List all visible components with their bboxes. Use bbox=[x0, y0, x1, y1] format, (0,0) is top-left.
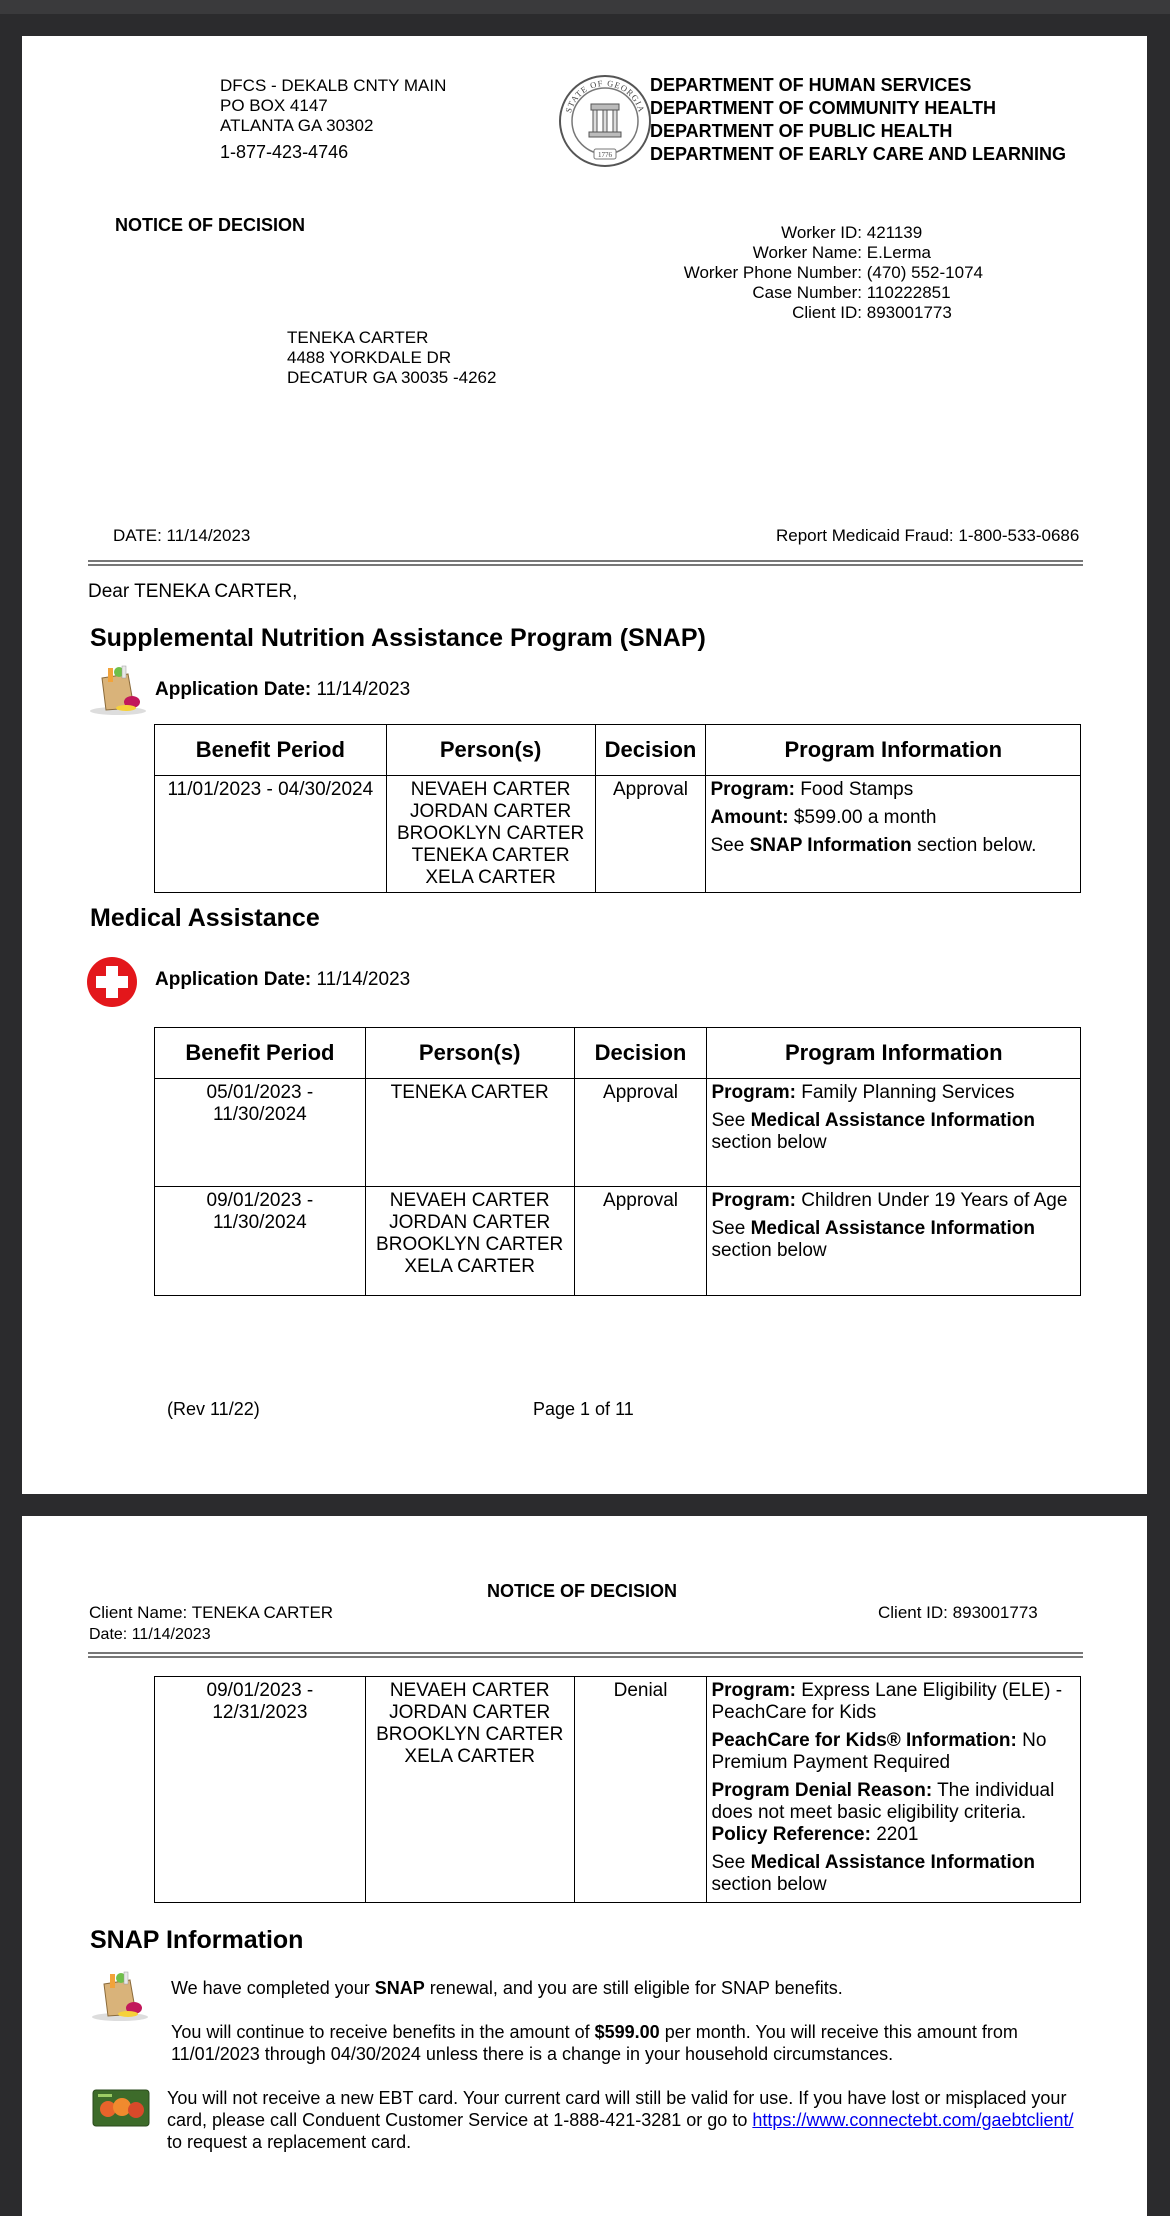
table-row bbox=[155, 776, 1081, 893]
department-human-services: DEPARTMENT OF HUMAN SERVICES bbox=[650, 75, 972, 95]
worker-id-row: Worker ID: 421139 bbox=[781, 223, 923, 242]
table-header-row bbox=[155, 725, 1081, 776]
benefit-period-cell: 11/01/2023 - 04/30/2024 bbox=[155, 776, 387, 893]
departments-block bbox=[650, 74, 1066, 166]
benefit-period-cell: 05/01/2023 - 11/30/2024 bbox=[155, 1079, 366, 1187]
col-persons: Person(s) bbox=[386, 725, 595, 776]
program-info-cell: Program: Food Stamps Amount: $599.00 a month See SNAP Information section below. bbox=[706, 776, 1081, 893]
department-public-health: DEPARTMENT OF PUBLIC HEALTH bbox=[650, 121, 953, 141]
medical-benefit-table bbox=[154, 1027, 1081, 1296]
decision-cell: Denial bbox=[574, 1677, 707, 1903]
snap-amount-paragraph: You will continue to receive benefits in the amount of $599.00 per month. You will receive this amount from 11/01/2023 through 04/30/2024 unless there is a change in your household circumstances. bbox=[171, 2022, 1018, 2064]
persons-cell: NEVAEH CARTER JORDAN CARTER BROOKLYN CARTER XELA CARTER bbox=[365, 1677, 574, 1903]
viewer-top-bar bbox=[0, 0, 1170, 14]
persons-cell: TENEKA CARTER bbox=[365, 1079, 574, 1187]
persons-cell: NEVAEH CARTER JORDAN CARTER BROOKLYN CARTER TENEKA CARTER XELA CARTER bbox=[386, 776, 595, 893]
revision-label: (Rev 11/22) bbox=[167, 1399, 260, 1419]
snap-benefit-table bbox=[154, 724, 1081, 893]
snap-information-heading: SNAP Information bbox=[90, 1926, 304, 1954]
red-cross-icon bbox=[86, 956, 138, 1008]
georgia-seal-icon bbox=[558, 74, 652, 168]
program-info-cell: Program: Family Planning Services See Medical Assistance Information section below bbox=[707, 1079, 1081, 1187]
snap-renewal-paragraph: We have completed your SNAP renewal, and you are still eligible for SNAP benefits. bbox=[171, 1978, 843, 1998]
table-row bbox=[155, 1079, 1081, 1187]
snap-application-date: Application Date: 11/14/2023 bbox=[155, 679, 411, 700]
notice-title: NOTICE OF DECISION bbox=[115, 215, 306, 235]
decision-cell: Approval bbox=[574, 1187, 707, 1296]
medical-application-date: Application Date: 11/14/2023 bbox=[155, 969, 411, 990]
benefit-period-cell: 09/01/2023 - 11/30/2024 bbox=[155, 1187, 366, 1296]
department-early-care: DEPARTMENT OF EARLY CARE AND LEARNING bbox=[650, 144, 1067, 164]
table-header-row bbox=[155, 1028, 1081, 1079]
table-row bbox=[155, 1187, 1081, 1296]
office-phone: 1-877-423-4746 bbox=[220, 142, 349, 162]
page-number: Page 1 of 11 bbox=[533, 1399, 634, 1419]
svg-text:1776: 1776 bbox=[598, 151, 612, 159]
col-decision: Decision bbox=[595, 725, 706, 776]
benefit-period-cell: 09/01/2023 - 12/31/2023 bbox=[155, 1677, 366, 1903]
client-name: Client Name: TENEKA CARTER bbox=[89, 1603, 334, 1622]
persons-cell: NEVAEH CARTER JORDAN CARTER BROOKLYN CARTER XELA CARTER bbox=[365, 1187, 574, 1296]
program-info-cell: Program: Express Lane Eligibility (ELE) - PeachCare for Kids PeachCare for Kids® Information: No Premium Payment Required Program Denial Reason: The individual does not meet basic eligibility criteria. Policy Reference: 2201 See Medical Assistance Information section below bbox=[707, 1677, 1081, 1903]
program-info-cell: Program: Children Under 19 Years of Age See Medical Assistance Information section below bbox=[707, 1187, 1081, 1296]
worker-name-row: Worker Name: E.Lerma bbox=[752, 243, 931, 262]
ebt-client-link[interactable]: https://www.connectebt.com/gaebtclient/ bbox=[752, 2110, 1074, 2130]
office-po-box: PO BOX 4147 bbox=[220, 96, 328, 115]
worker-phone-row: Worker Phone Number: (470) 552-1074 bbox=[683, 263, 983, 282]
office-address bbox=[220, 76, 446, 162]
case-number-row: Case Number: 110222851 bbox=[752, 283, 951, 302]
grocery-bag-icon bbox=[88, 664, 148, 716]
recipient-city: DECATUR GA 30035 -4262 bbox=[287, 368, 497, 387]
col-program-information: Program Information bbox=[706, 725, 1081, 776]
office-name: DFCS - DEKALB CNTY MAIN bbox=[220, 76, 447, 95]
client-id-row: Client ID: 893001773 bbox=[792, 303, 952, 322]
page2-date: Date: 11/14/2023 bbox=[89, 1626, 211, 1643]
col-decision: Decision bbox=[574, 1028, 707, 1079]
notice-title: NOTICE OF DECISION bbox=[487, 1581, 678, 1601]
header-divider bbox=[88, 1652, 1083, 1658]
recipient-address bbox=[287, 328, 496, 388]
department-community-health: DEPARTMENT OF COMMUNITY HEALTH bbox=[650, 98, 996, 118]
medical-heading: Medical Assistance bbox=[90, 904, 320, 932]
notice-date: DATE: 11/14/2023 bbox=[113, 526, 251, 545]
recipient-name: TENEKA CARTER bbox=[287, 328, 429, 347]
col-persons: Person(s) bbox=[365, 1028, 574, 1079]
salutation: Dear TENEKA CARTER, bbox=[88, 581, 298, 602]
snap-heading: Supplemental Nutrition Assistance Program (SNAP) bbox=[90, 624, 706, 652]
col-program-information: Program Information bbox=[707, 1028, 1081, 1079]
document-page-1 bbox=[22, 36, 1147, 1494]
grocery-bag-icon bbox=[90, 1970, 150, 2022]
svg-text:STATE OF GEORGIA: STATE OF GEORGIA bbox=[563, 77, 647, 114]
col-benefit-period: Benefit Period bbox=[155, 1028, 366, 1079]
decision-cell: Approval bbox=[574, 1079, 707, 1187]
decision-cell: Approval bbox=[595, 776, 706, 893]
recipient-street: 4488 YORKDALE DR bbox=[287, 348, 452, 367]
col-benefit-period: Benefit Period bbox=[155, 725, 387, 776]
office-city: ATLANTA GA 30302 bbox=[220, 116, 374, 135]
document-page-2 bbox=[22, 1516, 1147, 2216]
fraud-hotline: Report Medicaid Fraud: 1-800-533-0686 bbox=[776, 526, 1080, 545]
table-row bbox=[155, 1677, 1081, 1903]
header-divider bbox=[88, 560, 1083, 566]
worker-info bbox=[682, 223, 983, 323]
client-id: Client ID: 893001773 bbox=[878, 1603, 1038, 1622]
medical-benefit-table-continued bbox=[154, 1676, 1081, 1903]
ebt-card-paragraph: You will not receive a new EBT card. Your current card will still be valid for use. If you have lost or misplaced your card, please call Conduent Customer Service at 1-888-421-3281 or go to https://www.connectebt.com/gaebtclient/ to request a replacement card. bbox=[167, 2088, 1074, 2152]
ebt-card-icon bbox=[92, 2089, 150, 2127]
